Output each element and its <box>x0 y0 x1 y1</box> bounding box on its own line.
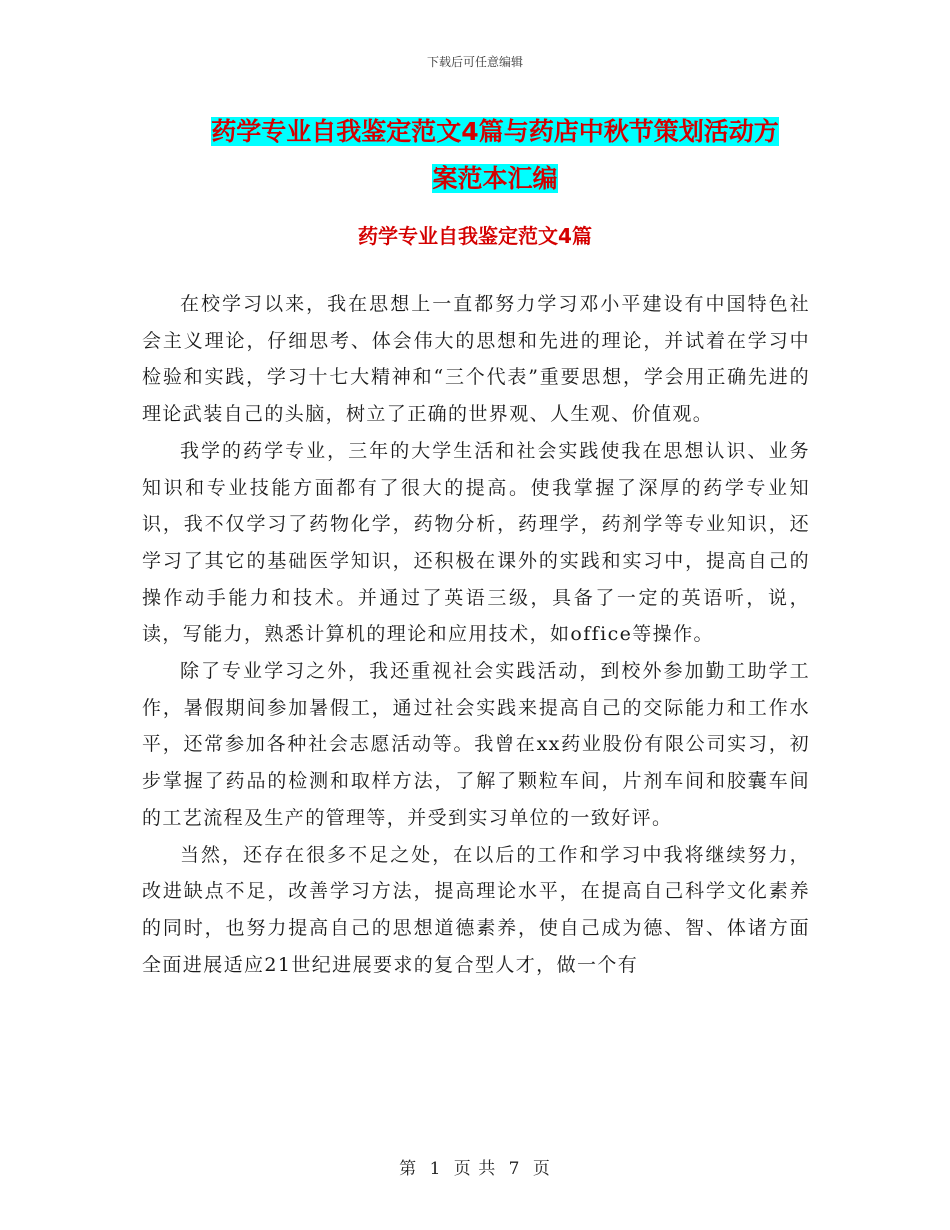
paragraph: 当然，还存在很多不足之处，在以后的工作和学习中我将继续努力，改进缺点不足，改善学习方法，提高理论水平，在提高自己科学文化素养的同时，也努力提高自己的思想道德素养，使自己成为德、智、体诸方面全面进展适应21世纪进展要求的复合型人才，做一个有 <box>142 843 810 976</box>
paragraph: 除了专业学习之外，我还重视社会实践活动，到校外参加勤工助学工作，暑假期间参加暑假工，通过社会实践来提高自己的交际能力和工作水平，还常参加各种社会志愿活动等。我曾在xx药业股份有限公司实习，初步掌握了药品的检测和取样方法，了解了颗粒车间，片剂车间和胶囊车间的工艺流程及生产的管理等，并受到实习单位的一致好评。 <box>142 660 810 829</box>
footer-middle: 页 共 <box>453 1159 497 1179</box>
footer-suffix: 页 <box>532 1159 551 1179</box>
paragraph: 我学的药学专业，三年的大学生活和社会实践使我在思想认识、业务知识和专业技能方面都有了很大的提高。使我掌握了深厚的药学专业知识，我不仅学习了药物化学，药物分析，药理学，药剂学等专业知识，还学习了其它的基础医学知识，还积极在课外的实践和实习中，提高自己的操作动手能力和技术。并通过了英语三级，具备了一定的英语听，说，读，写能力，熟悉计算机的理论和应用技术，如office等操作。 <box>142 439 810 646</box>
title-line-2: 案范本汇编 <box>432 164 558 193</box>
section-title: 药学专业自我鉴定范文4篇 <box>358 224 592 248</box>
total-page-count: 7 <box>508 1159 521 1179</box>
title-line-1: 药学专业自我鉴定范文4篇与药店中秋节策划活动方 <box>211 117 779 146</box>
document-title <box>140 108 850 202</box>
paragraph: 在校学习以来，我在思想上一直都努力学习邓小平建设有中国特色社会主义理论，仔细思考、体会伟大的思想和先进的理论，并试着在学习中检验和实践，学习十七大精神和“三个代表”重要思想，学会用正确先进的理论武装自己的头脑，树立了正确的世界观、人生观、价值观。 <box>142 293 810 426</box>
footer-prefix: 第 <box>399 1159 418 1179</box>
body-text <box>142 286 810 983</box>
page-footer <box>0 1154 950 1179</box>
current-page-number: 1 <box>429 1159 442 1179</box>
header-note: 下载后可任意编辑 <box>426 55 523 69</box>
